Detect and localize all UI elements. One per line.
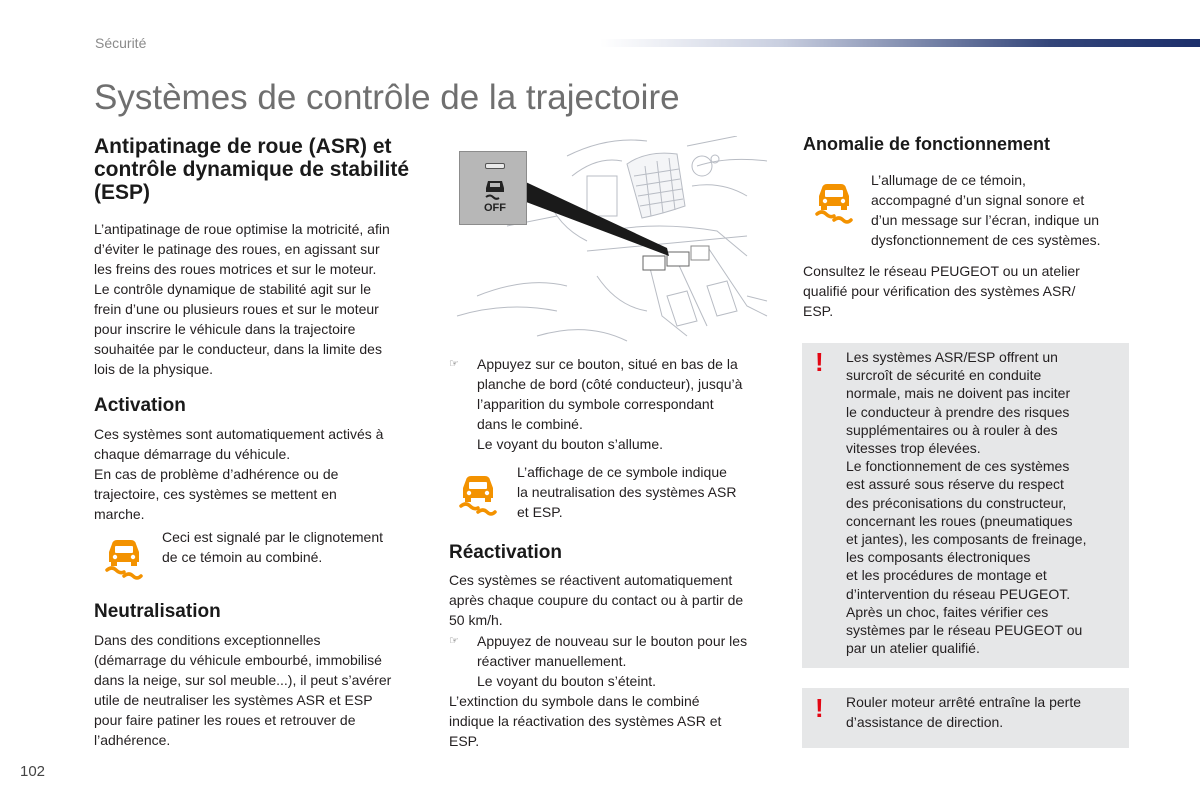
text-line: chaque démarrage du véhicule. — [94, 446, 291, 462]
consult-paragraph — [803, 261, 1143, 321]
text-line: utile de neutraliser les systèmes ASR et ESP — [94, 692, 373, 708]
esp-off-warning-lamp-icon — [458, 474, 498, 516]
text-line: lois de la physique. — [94, 361, 214, 377]
esp-warning-lamp-icon — [104, 538, 144, 580]
intro-paragraph — [94, 219, 434, 379]
text-line: dans le combiné. — [477, 416, 583, 432]
text-line: concernant les roues (pneumatiques — [846, 512, 1073, 529]
anomaly-heading: Anomalie de fonctionnement — [803, 134, 1051, 154]
text-line: Le voyant du bouton s’allume. — [477, 436, 664, 452]
page-title: Systèmes de contrôle de la trajectoire — [94, 78, 680, 117]
safety-note-text — [846, 348, 1126, 657]
text-line: ESP. — [449, 733, 480, 749]
text-line: surcroît de sécurité en conduite — [846, 367, 1042, 384]
text-line: les freins des roues motrices et sur le moteur. — [94, 261, 377, 277]
text-line: Appuyez sur ce bouton, situé en bas de la — [477, 356, 738, 372]
text-line: et jantes), les composants de freinage, — [846, 531, 1087, 548]
esp-car-symbol-icon — [483, 177, 507, 201]
text-line: 50 km/h. — [449, 612, 503, 628]
extinction-paragraph — [449, 691, 789, 751]
header-gradient-bar — [600, 39, 1200, 47]
text-line: d’assistance de direction. — [846, 714, 1004, 730]
bullet-text — [477, 631, 747, 691]
button-led — [485, 163, 505, 169]
text-line: En cas de problème d’adhérence ou de — [94, 466, 339, 482]
text-line: les composants électroniques — [846, 549, 1031, 566]
text-line: supplémentaires ou à rouler à des — [846, 421, 1058, 438]
text-line: marche. — [94, 506, 145, 522]
safety-note-box — [802, 343, 1129, 668]
reactivation-heading: Réactivation — [449, 542, 562, 563]
text-line: dans la neige, sur sol meuble...), il peut s’avérer — [94, 672, 392, 688]
main-heading: Antipatinage de roue (ASR) et contrôle dynamique de stabilité (ESP) — [94, 135, 410, 204]
page-number: 102 — [20, 763, 46, 780]
text-line: Appuyez de nouveau sur le bouton pour les — [477, 633, 748, 649]
text-line: qualifié pour vérification des systèmes ASR/ — [803, 283, 1076, 299]
text-line: la neutralisation des systèmes ASR — [517, 484, 737, 500]
pointing-hand-icon: ☞ — [449, 635, 459, 647]
reactivation-paragraph — [449, 570, 789, 630]
text-line: l’adhérence. — [94, 732, 171, 748]
steering-note-text — [846, 692, 1126, 732]
text-line: planche de bord (côté conducteur), jusqu’à — [477, 376, 743, 392]
text-line: Les systèmes ASR/ESP offrent un — [846, 349, 1058, 365]
text-line: trajectoire, ces systèmes se mettent en — [94, 486, 337, 502]
pointing-hand-icon: ☞ — [449, 358, 459, 370]
text-line: Le fonctionnement de ces systèmes — [846, 458, 1070, 475]
text-line: L’allumage de ce témoin, — [871, 172, 1026, 188]
text-line: dysfonctionnement de ces systèmes. — [871, 232, 1101, 248]
text-line: Dans des conditions exceptionnelles — [94, 632, 321, 648]
text-line: systèmes par le réseau PEUGEOT ou — [846, 622, 1083, 639]
text-line: (démarrage du véhicule embourbé, immobilisé — [94, 652, 382, 668]
text-line: l’apparition du symbole correspondant — [477, 396, 714, 412]
esp-off-button-icon — [459, 151, 527, 225]
text-line: vitesses trop élevées. — [846, 440, 981, 457]
activation-heading: Activation — [94, 395, 186, 416]
text-line: Consultez le réseau PEUGEOT ou un atelier — [803, 263, 1080, 279]
text-line: Ces systèmes sont automatiquement activés à — [94, 426, 384, 442]
text-line: souhaitée par le conducteur, dans la limite des — [94, 341, 382, 357]
text-line: Après un choc, faites vérifier ces — [846, 603, 1049, 620]
activation-paragraph — [94, 424, 434, 524]
text-line: et les procédures de montage et — [846, 567, 1047, 584]
press-again-bullet — [449, 631, 789, 691]
warning-exclamation-icon: ! — [815, 693, 824, 723]
text-line: et ESP. — [517, 504, 563, 520]
steering-note-box — [802, 688, 1129, 748]
text-line: indique la réactivation des systèmes ASR et — [449, 713, 722, 729]
text-line: normale, mais ne doivent pas inciter — [846, 385, 1071, 402]
text-line: L’extinction du symbole dans le combiné — [449, 693, 700, 709]
text-line: Rouler moteur arrêté entraîne la perte — [846, 694, 1082, 710]
press-button-bullet — [449, 354, 779, 454]
text-line: après chaque coupure du contact ou à partir de — [449, 592, 744, 608]
section-label: Sécurité — [95, 35, 147, 51]
text-line: par un atelier qualifié. — [846, 640, 980, 657]
text-line: Ces systèmes se réactivent automatiquement — [449, 572, 733, 588]
text-line: des préconisations du constructeur, — [846, 494, 1067, 511]
text-line: Le voyant du bouton s’éteint. — [477, 673, 657, 689]
text-line: pour inscrire le véhicule dans la trajectoire — [94, 321, 356, 337]
symbol-explanation — [517, 462, 777, 522]
text-line: d’éviter le patinage des roues, en agissant sur — [94, 241, 380, 257]
text-line: frein d’une ou plusieurs roues et sur le moteur — [94, 301, 379, 317]
text-line: Le contrôle dynamique de stabilité agit sur le — [94, 281, 372, 297]
text-line: de ce témoin au combiné. — [162, 549, 323, 565]
esp-fault-warning-lamp-icon — [814, 182, 854, 224]
text-line: L’antipatinage de roue optimise la motricité, afin — [94, 221, 390, 237]
esp-off-label: OFF — [484, 202, 506, 214]
blink-explanation — [162, 527, 432, 567]
anomaly-paragraph — [871, 170, 1171, 250]
text-line: est assuré sous réserve du respect — [846, 476, 1064, 493]
text-line: ESP. — [803, 303, 834, 319]
text-line: Ceci est signalé par le clignotement — [162, 529, 384, 545]
text-line: pour faire patiner les roues et retrouver de — [94, 712, 356, 728]
neutralisation-paragraph — [94, 630, 439, 750]
text-line: le conducteur à prendre des risques — [846, 403, 1070, 420]
text-line: accompagné d’un signal sonore et — [871, 192, 1085, 208]
bullet-text — [477, 354, 742, 454]
text-line: L’affichage de ce symbole indique — [517, 464, 727, 480]
text-line: d’un message sur l’écran, indique un — [871, 212, 1100, 228]
warning-exclamation-icon: ! — [815, 347, 824, 377]
text-line: d’intervention du réseau PEUGEOT. — [846, 585, 1071, 602]
text-line: réactiver manuellement. — [477, 653, 627, 669]
neutralisation-heading: Neutralisation — [94, 601, 221, 622]
